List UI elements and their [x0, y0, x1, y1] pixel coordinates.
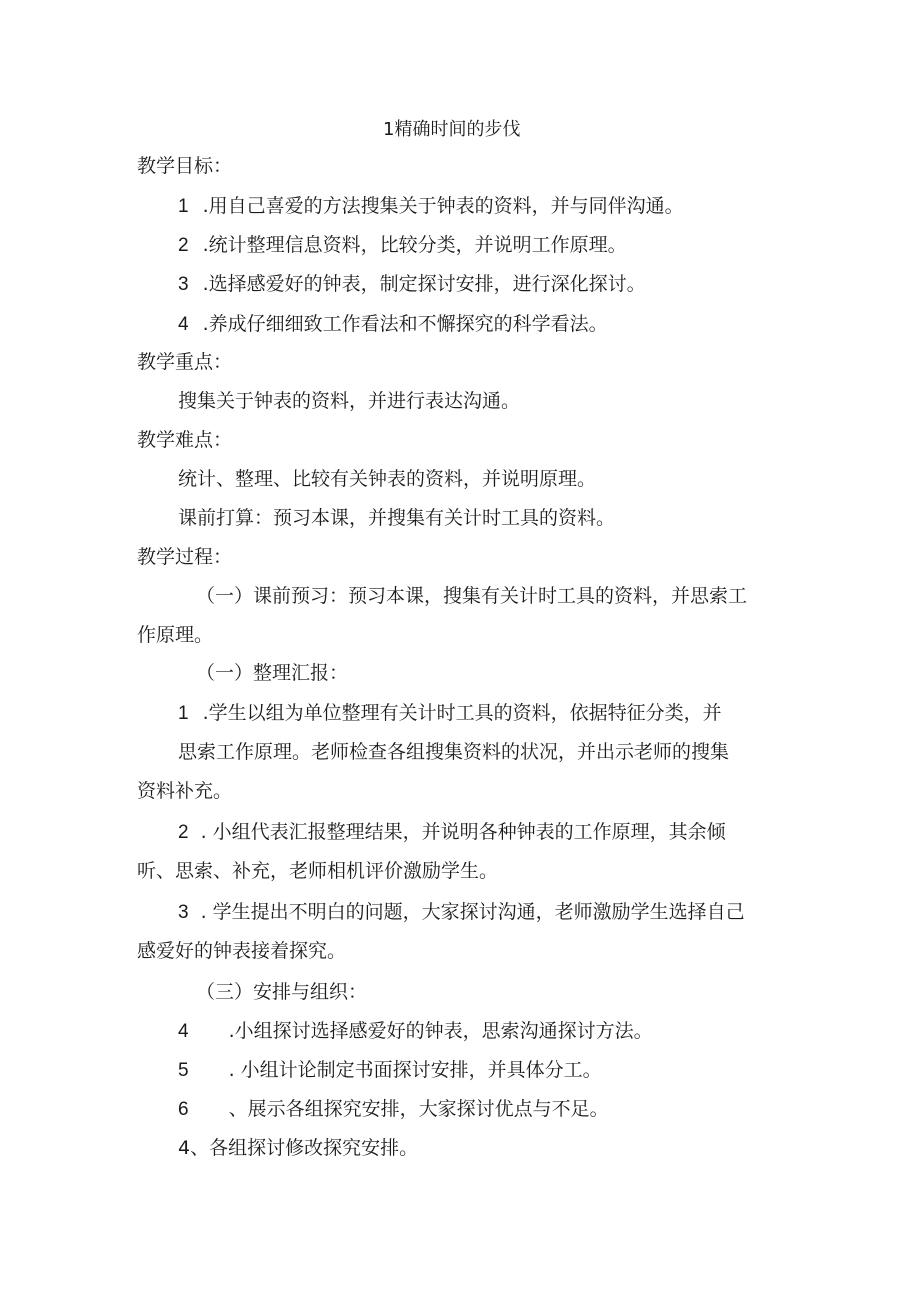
goal-item-2 [178, 233, 627, 258]
stage2-item-1-line-2: 思索工作原理。老师检查各组搜集资料的状况，并出示老师的搜集 [178, 741, 730, 763]
goal-number: 3 [178, 274, 189, 295]
document-title: 1精确时间的步伐 [383, 119, 521, 140]
key-heading: 教学重点： [137, 351, 233, 373]
goal-text: .养成仔细细致工作看法和不懈探究的科学看法。 [202, 313, 608, 335]
item-text: . 小组代表汇报整理结果，并说明各种钟表的工作原理，其余倾 [200, 821, 726, 843]
item-number: 6 [178, 1099, 189, 1120]
goals-heading: 教学目标： [137, 155, 233, 177]
stage2-item-2-line-1 [178, 820, 726, 845]
item-text: .小组探讨选择感爱好的钟表，思索沟通探讨方法。 [228, 1020, 653, 1042]
item-text: . 学生提出不明白的问题，大家探讨沟通，老师激励学生选择自己 [200, 901, 745, 923]
stage1-line-2: 作原理。 [137, 624, 214, 646]
goal-number: 4 [178, 314, 189, 335]
item-text: .学生以组为单位整理有关计时工具的资料，依据特征分类，并 [202, 702, 722, 724]
stage2-item-1-line-1 [178, 701, 722, 726]
goal-text: .选择感爱好的钟表，制定探讨安排，进行深化探讨。 [202, 273, 646, 295]
difficult-text: 统计、整理、比较有关钟表的资料，并说明原理。 [178, 468, 597, 490]
prep-text: 课前打算：预习本课，并搜集有关计时工具的资料。 [178, 507, 616, 529]
process-heading: 教学过程： [137, 546, 233, 568]
stage1-line-1: （一）课前预习：预习本课，搜集有关计时工具的资料，并思索工 [196, 585, 748, 607]
difficult-heading: 教学难点： [137, 429, 233, 451]
stage3-item-5 [178, 1058, 602, 1083]
key-text: 搜集关于钟表的资料，并进行表达沟通。 [178, 390, 521, 412]
stage2-item-3-line-1 [178, 900, 745, 925]
stage2-item-1-line-3: 资料补充。 [137, 780, 233, 802]
stage2-item-3-line-2: 感爱好的钟表接着探究。 [137, 940, 347, 962]
goal-text: .用自己喜爱的方法搜集关于钟表的资料，并与同伴沟通。 [202, 195, 684, 217]
goal-item-1 [178, 194, 684, 219]
item-number: 1 [178, 703, 189, 724]
goal-number: 1 [178, 196, 189, 217]
item-text: 、展示各组探究安排，大家探讨优点与不足。 [228, 1098, 609, 1120]
item-number: 2 [178, 822, 189, 843]
goal-item-3 [178, 272, 646, 297]
stage3-heading: （三）安排与组织： [196, 981, 368, 1003]
item-text: . 小组计论制定书面探讨安排，并具体分工。 [228, 1059, 602, 1081]
stage3-item-4 [178, 1019, 653, 1044]
item-number: 4 [178, 1021, 189, 1042]
stage3-item-6 [178, 1097, 609, 1122]
goal-text: .统计整理信息资料，比较分类，并说明工作原理。 [202, 234, 627, 256]
item-number: 3 [178, 902, 189, 923]
stage2-heading: （一）整理汇报： [196, 662, 349, 684]
item-number: 5 [178, 1060, 189, 1081]
stage2-item-2-line-2: 听、思索、补充，老师相机评价激励学生。 [137, 860, 499, 882]
stage3-last-item: 4、各组探讨修改探究安排。 [178, 1137, 419, 1159]
goal-item-4 [178, 312, 608, 337]
goal-number: 2 [178, 235, 189, 256]
